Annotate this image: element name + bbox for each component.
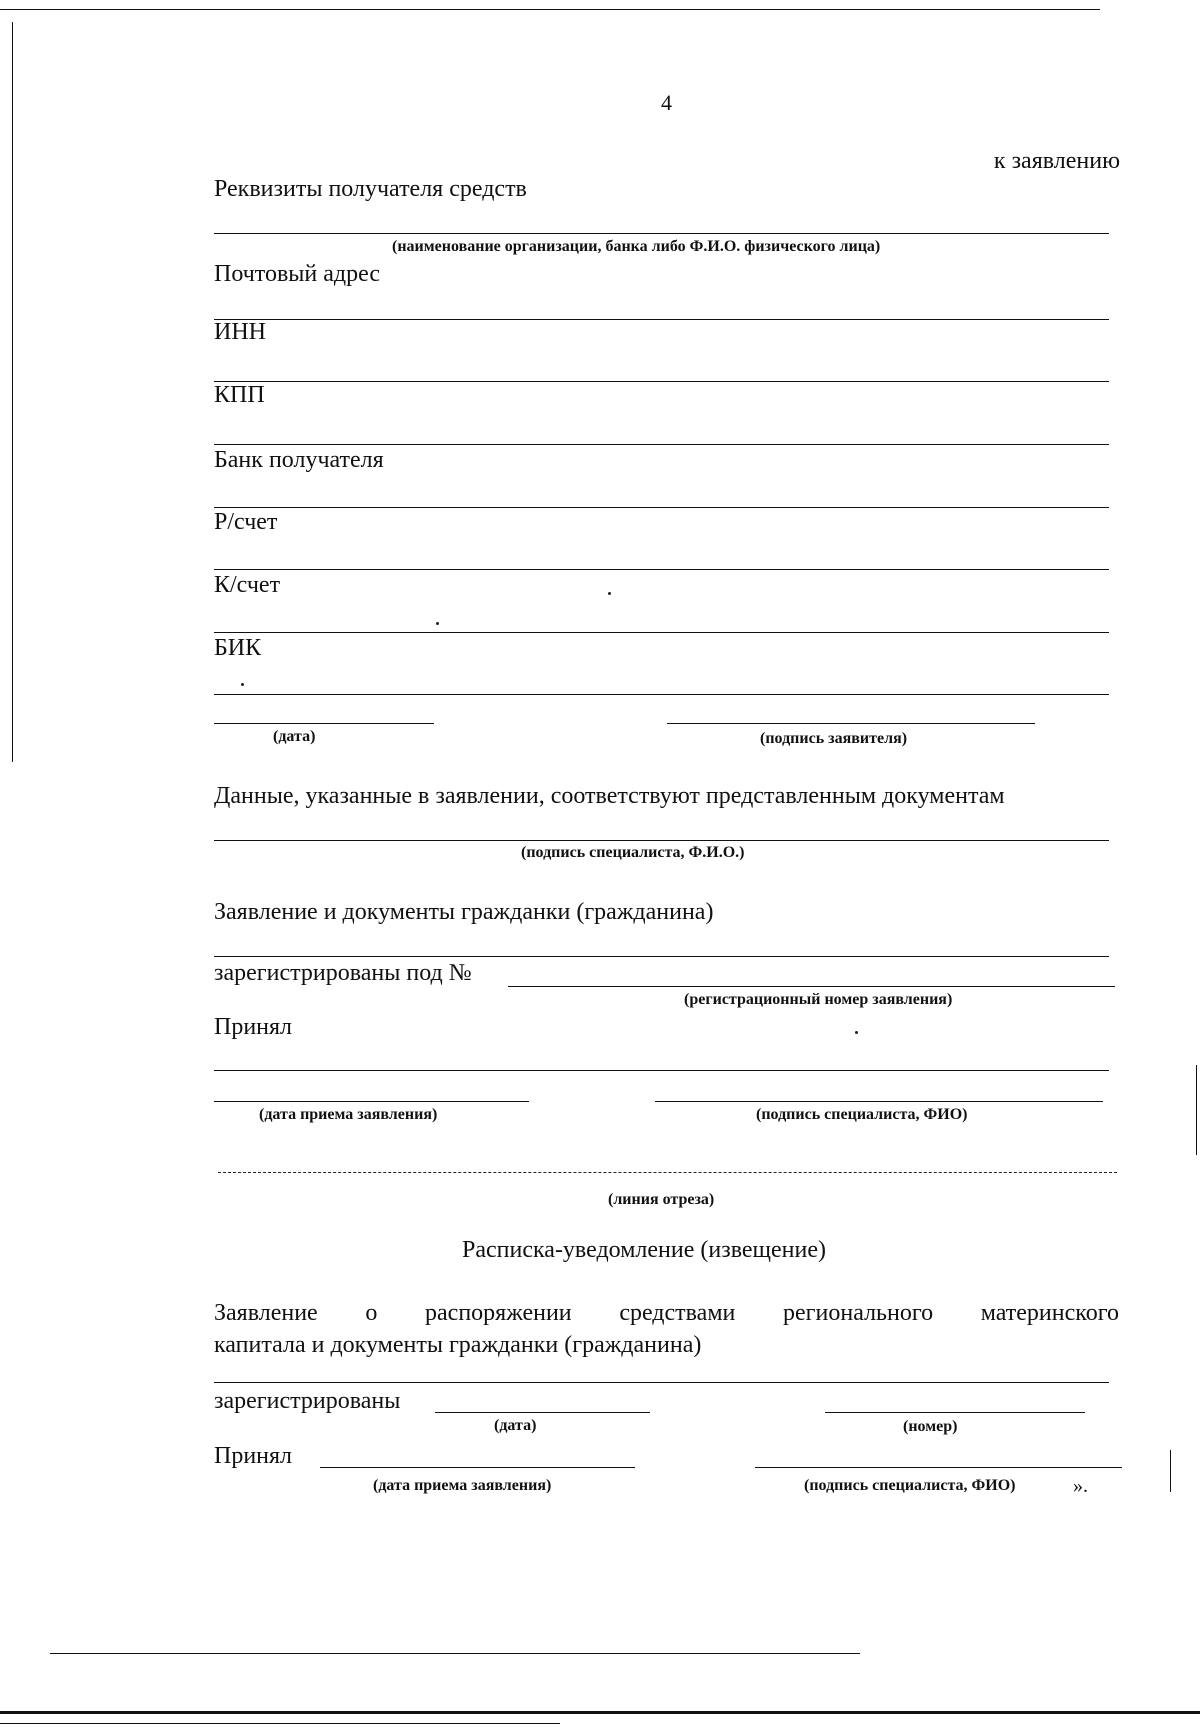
field-label-bank: Банк получателя	[214, 447, 384, 473]
scan-speck	[608, 592, 611, 595]
scan-border-right	[1196, 1065, 1197, 1155]
receipt-number-caption: (номер)	[903, 1418, 958, 1435]
date-caption: (дата)	[273, 728, 316, 745]
receipt-text-word: Заявление	[214, 1300, 318, 1326]
receipt-accept-signature-caption: (подпись специалиста, ФИО)	[804, 1477, 1016, 1494]
receipt-documents-line	[214, 1382, 1109, 1383]
receipt-text-word: средствами	[619, 1300, 736, 1326]
receipt-accepted-label: Принял	[214, 1443, 293, 1469]
accept-signature-line	[655, 1101, 1103, 1102]
receipt-text-line-1	[214, 1301, 1119, 1325]
documents-label: Заявление и документы гражданки (гражданина)	[214, 899, 714, 925]
page-number: 4	[661, 90, 672, 115]
recipient-name-line	[214, 233, 1109, 234]
specialist-signature-line	[214, 840, 1109, 841]
field-line-settlement-account	[214, 569, 1109, 570]
receipt-number-line	[825, 1412, 1085, 1413]
receipt-accept-date-line	[320, 1467, 635, 1468]
field-label-bik: БИК	[214, 635, 262, 661]
scan-border-left	[12, 22, 13, 762]
receipt-accept-signature-line	[755, 1467, 1122, 1468]
registration-number-caption: (регистрационный номер заявления)	[684, 991, 953, 1008]
scan-speck	[855, 1031, 858, 1034]
registered-label: зарегистрированы под №	[214, 960, 472, 986]
date-line	[214, 723, 434, 724]
receipt-text-word: распоряжении	[425, 1300, 572, 1326]
accept-date-caption: (дата приема заявления)	[259, 1106, 438, 1123]
field-line-bik	[214, 694, 1109, 695]
registration-number-line	[508, 986, 1115, 987]
receipt-text-word: о	[365, 1300, 378, 1326]
field-line-kpp	[214, 444, 1109, 445]
cut-line-caption: (линия отреза)	[608, 1191, 715, 1208]
accepted-label: Принял	[214, 1014, 293, 1040]
receipt-registered-label: зарегистрированы	[214, 1388, 401, 1414]
receipt-date-caption: (дата)	[494, 1417, 537, 1434]
accept-date-line	[214, 1101, 529, 1102]
field-line-correspondent-account	[214, 632, 1109, 633]
receipt-text-word: материнского	[980, 1300, 1119, 1326]
documents-line	[214, 956, 1109, 957]
scan-speck	[436, 622, 439, 625]
scan-border-top	[0, 9, 1100, 10]
applicant-signature-line	[667, 723, 1035, 724]
field-label-inn: ИНН	[214, 319, 266, 345]
scan-border-bottom-2	[0, 1723, 560, 1724]
receipt-accept-date-caption: (дата приема заявления)	[373, 1477, 552, 1494]
receipt-text-word: регионального	[783, 1300, 934, 1326]
scan-speck	[241, 683, 244, 686]
scan-border-bottom	[0, 1711, 1200, 1714]
field-line-bank	[214, 507, 1109, 508]
verification-statement: Данные, указанные в заявлении, соответствуют представленным документам	[214, 783, 1005, 809]
accept-signature-caption: (подпись специалиста, ФИО)	[756, 1106, 968, 1123]
field-label-postal-address: Почтовый адрес	[214, 261, 381, 287]
accepted-line	[214, 1070, 1109, 1071]
applicant-signature-caption: (подпись заявителя)	[760, 730, 908, 747]
recipient-name-caption: (наименование организации, банка либо Ф.И.О. физического лица)	[392, 238, 881, 255]
field-label-kpp: КПП	[214, 382, 265, 408]
scan-mark-right	[1170, 1450, 1171, 1492]
field-label-correspondent-account: К/счет	[214, 572, 281, 598]
receipt-title: Расписка-уведомление (извещение)	[462, 1237, 826, 1263]
scan-line-bottom	[50, 1653, 860, 1654]
field-line-inn	[214, 381, 1109, 382]
recipient-details-title: Реквизиты получателя средств	[214, 176, 527, 202]
receipt-text-line-2: капитала и документы гражданки (гражданина)	[214, 1332, 702, 1358]
field-line-postal-address	[214, 319, 1109, 320]
appendix-reference: к заявлению	[993, 148, 1120, 174]
field-label-settlement-account: Р/счет	[214, 509, 278, 535]
specialist-signature-caption: (подпись специалиста, Ф.И.О.)	[521, 844, 745, 861]
cut-line	[218, 1172, 1117, 1173]
closing-quote: ».	[1073, 1475, 1088, 1497]
receipt-date-line	[435, 1412, 650, 1413]
